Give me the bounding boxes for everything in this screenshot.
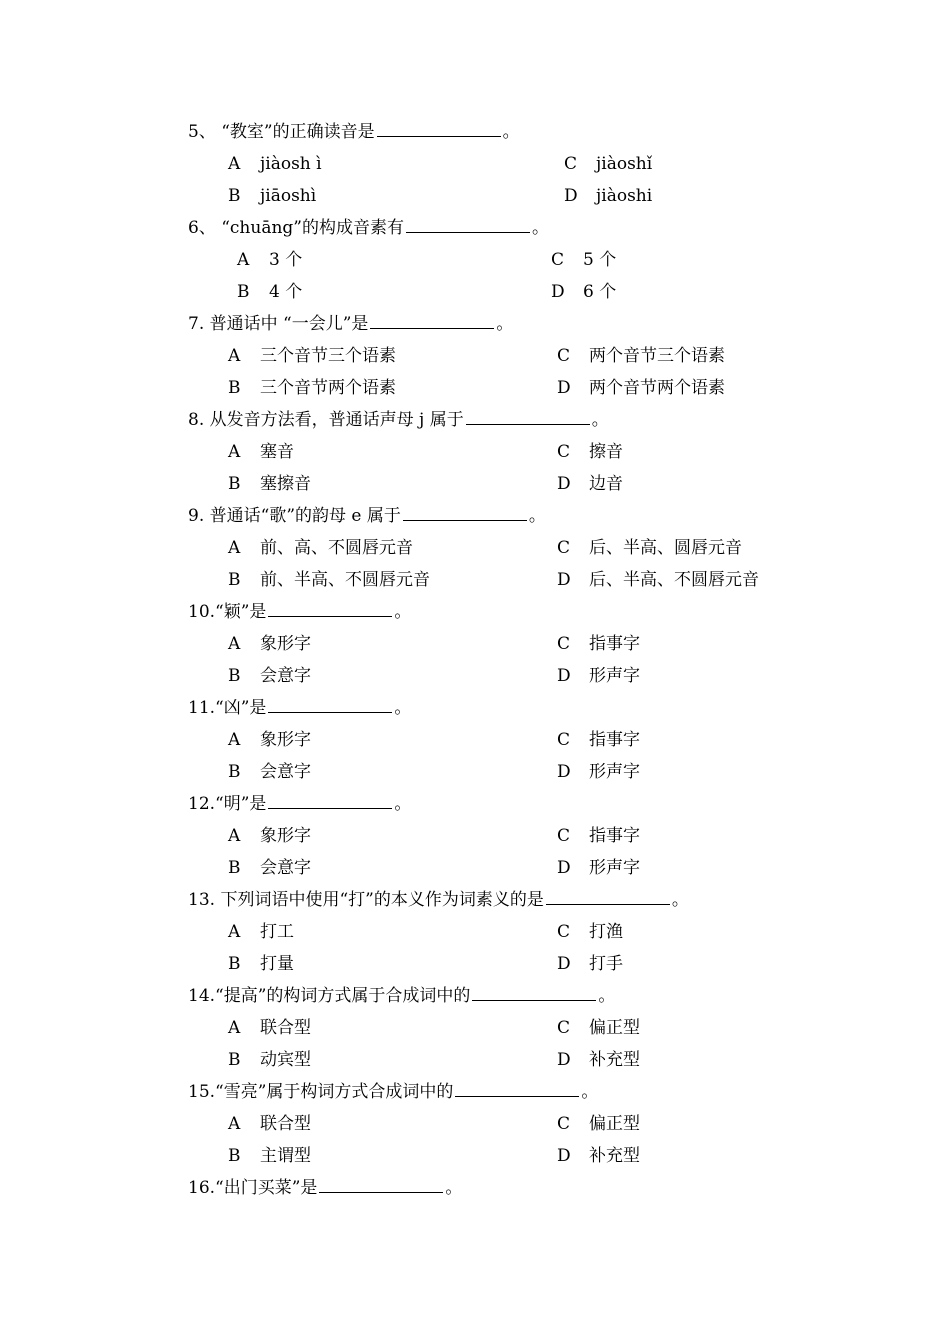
question-end: 。 [445, 1178, 463, 1198]
option-text: jiàoshǐ [596, 154, 653, 174]
question-end: 。 [528, 506, 546, 526]
option-c: C 偏正型 [557, 1114, 640, 1134]
option-a: A 前、高、不圆唇元音 [228, 538, 413, 558]
option-text: 打工 [260, 922, 294, 942]
option-d: D 两个音节两个语素 [557, 378, 725, 398]
option-a: A 3 个 [237, 250, 303, 270]
option-text: 塞擦音 [260, 474, 311, 494]
answer-blank[interactable] [455, 1076, 579, 1097]
question-end: 。 [532, 218, 549, 238]
option-text: 两个音节三个语素 [589, 346, 725, 366]
question-15 [188, 1076, 598, 1108]
option-text: 象形字 [260, 826, 311, 846]
question-13 [188, 884, 689, 916]
question-7 [188, 308, 513, 340]
question-text: 6、 “chuāng”的构成音素有 [188, 218, 404, 238]
option-text: 形声字 [589, 666, 640, 686]
option-text: 补充型 [589, 1050, 640, 1070]
option-b: B 打量 [228, 954, 294, 974]
option-text: 两个音节两个语素 [589, 378, 725, 398]
question-text: 14.“提高”的构词方式属于合成词中的 [188, 986, 471, 1006]
answer-blank[interactable] [403, 500, 527, 521]
option-text: jiàosh ì [260, 154, 322, 174]
question-11 [188, 692, 411, 724]
option-a: A 塞音 [228, 442, 294, 462]
answer-blank[interactable] [472, 980, 596, 1001]
option-text: 三个音节三个语素 [260, 346, 396, 366]
option-text: 打量 [260, 954, 294, 974]
question-text: 8. 从发音方法看，普通话声母 j 属于 [188, 410, 464, 430]
option-b: B 前、半高、不圆唇元音 [228, 570, 430, 590]
answer-blank[interactable] [406, 212, 530, 233]
option-text: 偏正型 [589, 1018, 640, 1038]
option-text: 前、半高、不圆唇元音 [260, 570, 430, 590]
option-text: 前、高、不圆唇元音 [260, 538, 413, 558]
question-9 [188, 500, 546, 532]
option-b: B 塞擦音 [228, 474, 311, 494]
option-c: C 两个音节三个语素 [557, 346, 725, 366]
question-text: 9. 普通话“歌”的韵母 e 属于 [188, 506, 401, 526]
option-text: 3 个 [269, 250, 303, 270]
option-c: C 擦音 [557, 442, 623, 462]
option-c: C 偏正型 [557, 1018, 640, 1038]
answer-blank[interactable] [268, 692, 392, 713]
answer-blank[interactable] [370, 308, 494, 329]
option-b: B 动宾型 [228, 1050, 311, 1070]
option-b: B 会意字 [228, 666, 311, 686]
answer-blank[interactable] [319, 1172, 443, 1193]
option-text: 补充型 [589, 1146, 640, 1166]
option-c: C 指事字 [557, 730, 640, 750]
option-text: 三个音节两个语素 [260, 378, 396, 398]
answer-blank[interactable] [377, 116, 501, 137]
option-text: 联合型 [260, 1018, 311, 1038]
option-d: D jiàoshi [564, 186, 653, 206]
option-text: 联合型 [260, 1114, 311, 1134]
option-b: B jiāoshì [228, 186, 317, 206]
option-d: D 形声字 [557, 762, 640, 782]
question-10 [188, 596, 411, 628]
question-end: 。 [394, 794, 412, 814]
option-text: 象形字 [260, 634, 311, 654]
option-text: 后、半高、圆唇元音 [589, 538, 742, 558]
option-b: B 4 个 [237, 282, 303, 302]
option-b: B 主谓型 [228, 1146, 311, 1166]
answer-blank[interactable] [466, 404, 590, 425]
option-c: C 5 个 [551, 250, 617, 270]
question-text: 12.“明”是 [188, 794, 267, 814]
option-c: C 指事字 [557, 826, 640, 846]
question-end: 。 [671, 890, 689, 910]
option-b: B 会意字 [228, 762, 311, 782]
option-d: D 边音 [557, 474, 623, 494]
option-text: 动宾型 [260, 1050, 311, 1070]
option-text: 擦音 [589, 442, 623, 462]
option-d: D 后、半高、不圆唇元音 [557, 570, 759, 590]
question-end: 。 [394, 698, 412, 718]
option-a: A 象形字 [228, 730, 311, 750]
option-b: B 会意字 [228, 858, 311, 878]
question-14 [188, 980, 615, 1012]
option-d: D 形声字 [557, 858, 640, 878]
option-c: C 指事字 [557, 634, 640, 654]
option-d: D 6 个 [551, 282, 617, 302]
question-text: 7. 普通话中 “一会儿”是 [188, 314, 369, 334]
question-8 [188, 404, 609, 436]
option-text: 4 个 [269, 282, 303, 302]
option-d: D 打手 [557, 954, 623, 974]
option-text: 会意字 [260, 762, 311, 782]
option-text: 指事字 [589, 634, 640, 654]
option-text: 6 个 [583, 282, 617, 302]
option-c: C 后、半高、圆唇元音 [557, 538, 742, 558]
option-a: A 象形字 [228, 634, 311, 654]
question-end: 。 [591, 410, 609, 430]
option-text: 形声字 [589, 762, 640, 782]
option-a: A 象形字 [228, 826, 311, 846]
option-text: 会意字 [260, 858, 311, 878]
question-text: 10.“颖”是 [188, 602, 267, 622]
option-text: 打渔 [589, 922, 623, 942]
question-16 [188, 1172, 462, 1204]
question-end: 。 [496, 314, 514, 334]
question-end: 。 [581, 1082, 599, 1102]
question-text: 13. 下列词语中使用“打”的本义作为词素义的是 [188, 890, 544, 910]
question-text: 11.“凶”是 [188, 698, 267, 718]
question-12 [188, 788, 411, 820]
question-6 [188, 212, 549, 244]
option-text: 指事字 [589, 826, 640, 846]
question-end: 。 [394, 602, 412, 622]
option-text: 后、半高、不圆唇元音 [589, 570, 759, 590]
option-text: 边音 [589, 474, 623, 494]
option-d: D 补充型 [557, 1146, 640, 1166]
question-end: 。 [598, 986, 616, 1006]
option-text: 偏正型 [589, 1114, 640, 1134]
option-a: A 联合型 [228, 1018, 311, 1038]
question-end: 。 [502, 122, 520, 142]
option-text: 5 个 [583, 250, 617, 270]
option-text: 打手 [589, 954, 623, 974]
question-text: 16.“出门买菜”是 [188, 1178, 318, 1198]
answer-blank[interactable] [546, 884, 670, 905]
answer-blank[interactable] [268, 596, 392, 617]
question-5 [188, 116, 520, 148]
option-c: C 打渔 [557, 922, 623, 942]
option-text: 指事字 [589, 730, 640, 750]
option-text: 形声字 [589, 858, 640, 878]
option-text: jiāoshì [260, 186, 317, 206]
option-text: jiàoshi [596, 186, 653, 206]
option-text: 象形字 [260, 730, 311, 750]
option-a: A 打工 [228, 922, 294, 942]
option-text: 主谓型 [260, 1146, 311, 1166]
option-a: A 三个音节三个语素 [228, 346, 396, 366]
option-d: D 形声字 [557, 666, 640, 686]
option-a: A 联合型 [228, 1114, 311, 1134]
option-text: 塞音 [260, 442, 294, 462]
option-text: 会意字 [260, 666, 311, 686]
option-b: B 三个音节两个语素 [228, 378, 396, 398]
option-d: D 补充型 [557, 1050, 640, 1070]
answer-blank[interactable] [268, 788, 392, 809]
option-c: C jiàoshǐ [564, 154, 653, 174]
option-a: A jiàosh ì [228, 154, 322, 174]
question-text: 5、 “教室”的正确读音是 [188, 122, 375, 142]
question-text: 15.“雪亮”属于构词方式合成词中的 [188, 1082, 454, 1102]
